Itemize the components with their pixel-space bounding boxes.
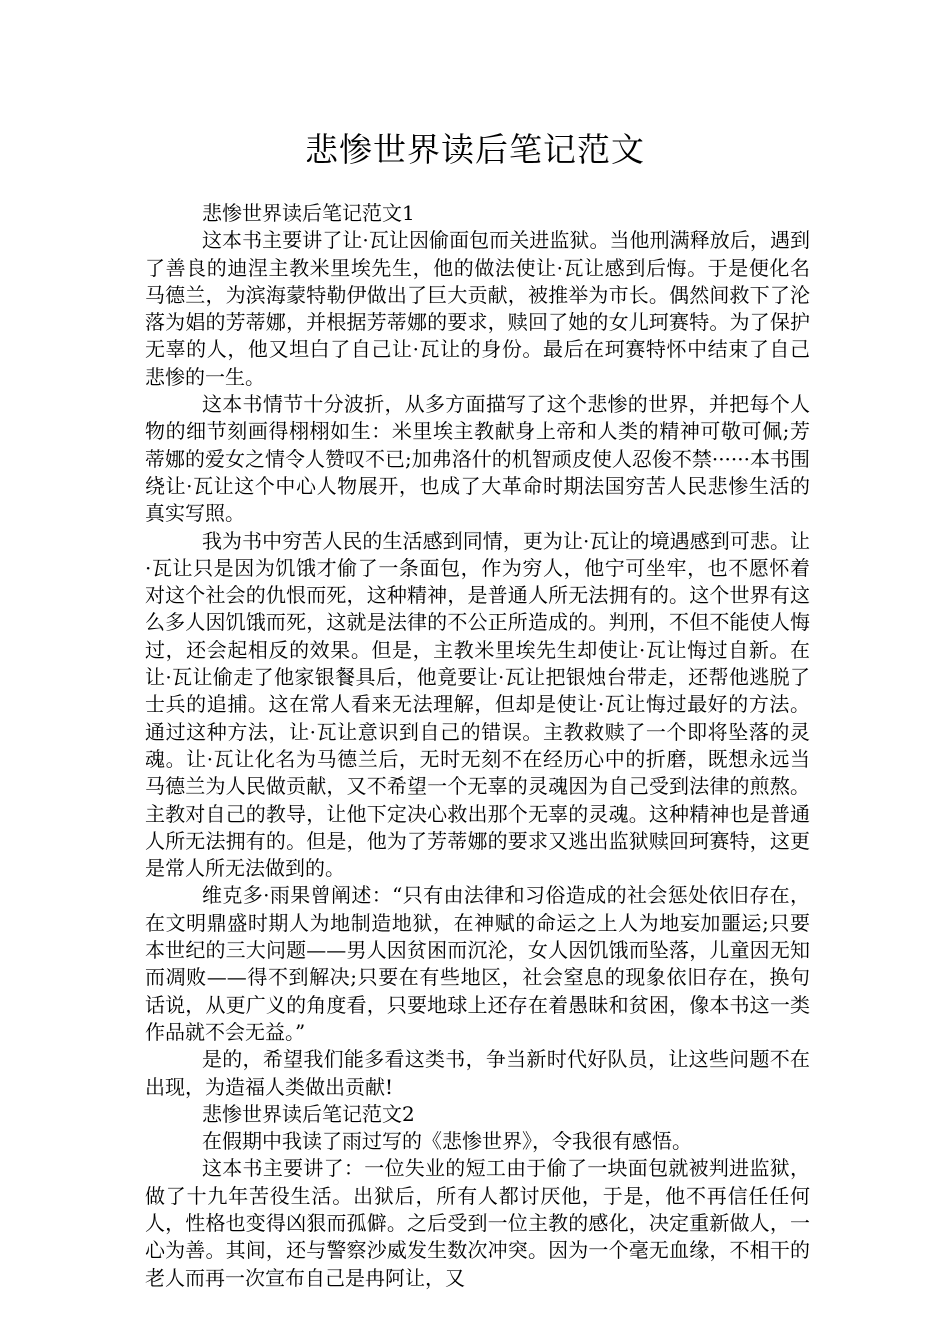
paragraph: 这本书情节十分波折，从多方面描写了这个悲惨的世界，并把每个人物的细节刻画得栩栩如生：米里埃主教献身上帝和人类的精神可敬可佩;芳蒂娜的爱女之情令人赞叹不已;加弗洛什的机智顽皮使人忍俊不禁······本书围绕让·瓦让这个中心人物展开，也成了大革命时期法国穷苦人民悲惨生活的真实写照。	[145, 392, 810, 526]
paragraph: 是的，希望我们能多看这类书，争当新时代好队员，让这些问题不在出现，为造福人类做出贡献!	[145, 1047, 810, 1099]
paragraph: 我为书中穷苦人民的生活感到同情，更为让·瓦让的境遇感到可悲。让·瓦让只是因为饥饿才偷了一条面包，作为穷人，他宁可坐牢，也不愿怀着对这个社会的仇恨而死，这种精神，是普通人所无法拥有的。这个世界有这么多人因饥饿而死，这就是法律的不公正所造成的。判刑，不但不能使人悔过，还会起相反的效果。但是，主教米里埃先生却使让·瓦让悔过自新。在让·瓦让偷走了他家银餐具后，他竟要让·瓦让把银烛台带走，还帮他逃脱了士兵的追捕。这在常人看来无法理解，但却是使让·瓦让悔过最好的方法。通过这种方法，让·瓦让意识到自己的错误。主教救赎了一个即将坠落的灵魂。让·瓦让化名为马德兰后，无时无刻不在经历心中的折磨，既想永远当马德兰为人民做贡献，又不希望一个无辜的灵魂因为自己受到法律的煎熬。主教对自己的教导，让他下定决心救出那个无辜的灵魂。这种精神也是普通人所无法拥有的。但是，他为了芳蒂娜的要求又逃出监狱赎回珂赛特，这更是常人所无法做到的。	[145, 528, 810, 881]
paragraph: 在假期中我读了雨过写的《悲惨世界》，令我很有感悟。	[202, 1129, 692, 1154]
page-title: 悲惨世界读后笔记范文	[305, 130, 645, 169]
document-body	[145, 200, 810, 1292]
section-heading-1: 悲惨世界读后笔记范文1	[202, 201, 415, 225]
paragraph: 这本书主要讲了让·瓦让因偷面包而关进监狱。当他刑满释放后，遇到了善良的迪涅主教米里埃先生，他的做法使让·瓦让感到后悔。于是便化名马德兰，为滨海蒙特勒伊做出了巨大贡献，被推举为市长。偶然间救下了沦落为娼的芳蒂娜，并根据芳蒂娜的要求，赎回了她的女儿珂赛特。为了保护无辜的人，他又坦白了自己让·瓦让的身份。最后在珂赛特怀中结束了自己悲惨的一生。	[145, 228, 810, 389]
paragraph: 这本书主要讲了：一位失业的短工由于偷了一块面包就被判进监狱，做了十九年苦役生活。出狱后，所有人都讨厌他，于是，他不再信任任何人，性格也变得凶狠而孤僻。之后受到一位主教的感化，决定重新做人，一心为善。其间，还与警察沙威发生数次冲突。因为一个毫无血缘，不相干的老人而再一次宣布自己是冉阿让，又	[145, 1156, 810, 1290]
section-heading-2: 悲惨世界读后笔记范文2	[202, 1101, 415, 1126]
quote-paragraph: 维克多·雨果曾阐述：“只有由法律和习俗造成的社会惩处依旧存在，在文明鼎盛时期人为地制造地狱，在神赋的命运之上人为地妄加噩运;只要本世纪的三大问题——男人因贫困而沉沦，女人因饥饿而坠落，儿童因无知而凋败——得不到解决;只要在有些地区，社会窒息的现象依旧存在，换句话说，从更广义的角度看，只要地球上还存在着愚昧和贫困，像本书这一类作品就不会无益。”	[145, 883, 810, 1044]
